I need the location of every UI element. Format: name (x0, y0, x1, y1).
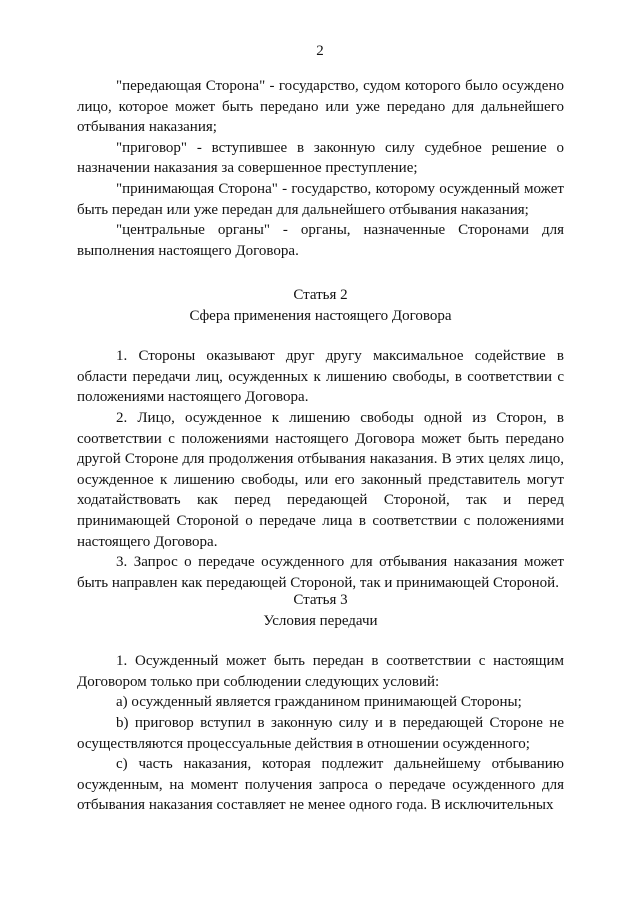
definition-paragraph: "принимающая Сторона" - государство, которому осужденный может быть передан или уже передан для дальнейшего отбывания наказания; (77, 180, 564, 218)
article-3-paragraph-1: 1. Осужденный может быть передан в соответствии с настоящим Договором только при соблюдении следующих условий: (77, 653, 564, 690)
article-2-paragraph-3: 3. Запрос о передаче осужденного для отбывания наказания может быть направлен как передающей Стороной, так и принимающей Стороной. (77, 554, 564, 591)
article-2-number: Статья 2 (293, 287, 348, 303)
article-2-title: Сфера применения настоящего Договора (189, 307, 452, 324)
article-3-item-b: b) приговор вступил в законную силу и в передающей Стороне не осуществляются процессуальные действия в отношении осужденного; (77, 714, 564, 752)
article-3-item-c: с) часть наказания, которая подлежит дальнейшему отбыванию осужденным, на момент получения запроса о передаче осужденного для отбывания наказания составляет не менее одного года. В исключительных (77, 756, 564, 814)
page-number: 2 (316, 43, 324, 59)
article-2-section (77, 285, 564, 593)
definition-paragraph: "центральные органы" - органы, назначенные Сторонами для выполнения настоящего Договора. (77, 222, 564, 259)
article-2-paragraph-2: 2. Лицо, осужденное к лишению свободы одной из Сторон, в соответствии с положениями настоящего Договора может быть передано другой Стороне для продолжения отбывания наказания. В этих целях лицо, осужденное к лишению свободы, или его законный представитель могут ходатайствовать как перед передающей Стороной, так и перед принимающей Стороной о передаче лица в соответствии с положениями настоящего Договора. (77, 409, 564, 550)
article-3-title: Условия передачи (263, 612, 378, 629)
definitions-section (77, 76, 564, 261)
definition-paragraph: "приговор" - вступившее в законную силу судебное решение о назначении наказания за совершенное преступление; (77, 139, 564, 177)
article-3-number: Статья 3 (293, 592, 348, 608)
article-3-item-a: а) осужденный является гражданином принимающей Стороны; (116, 694, 522, 711)
article-2-paragraph-1: 1. Стороны оказывают друг другу максимальное содействие в области передачи лиц, осужденных к лишению свободы, в соответствии с положениями настоящего Договора. (77, 348, 564, 406)
definition-paragraph: "передающая Сторона" - государство, судом которого было осуждено лицо, которое может быть передано или уже передано для дальнейшего отбывания наказания; (77, 78, 564, 136)
article-3-section (77, 590, 564, 816)
